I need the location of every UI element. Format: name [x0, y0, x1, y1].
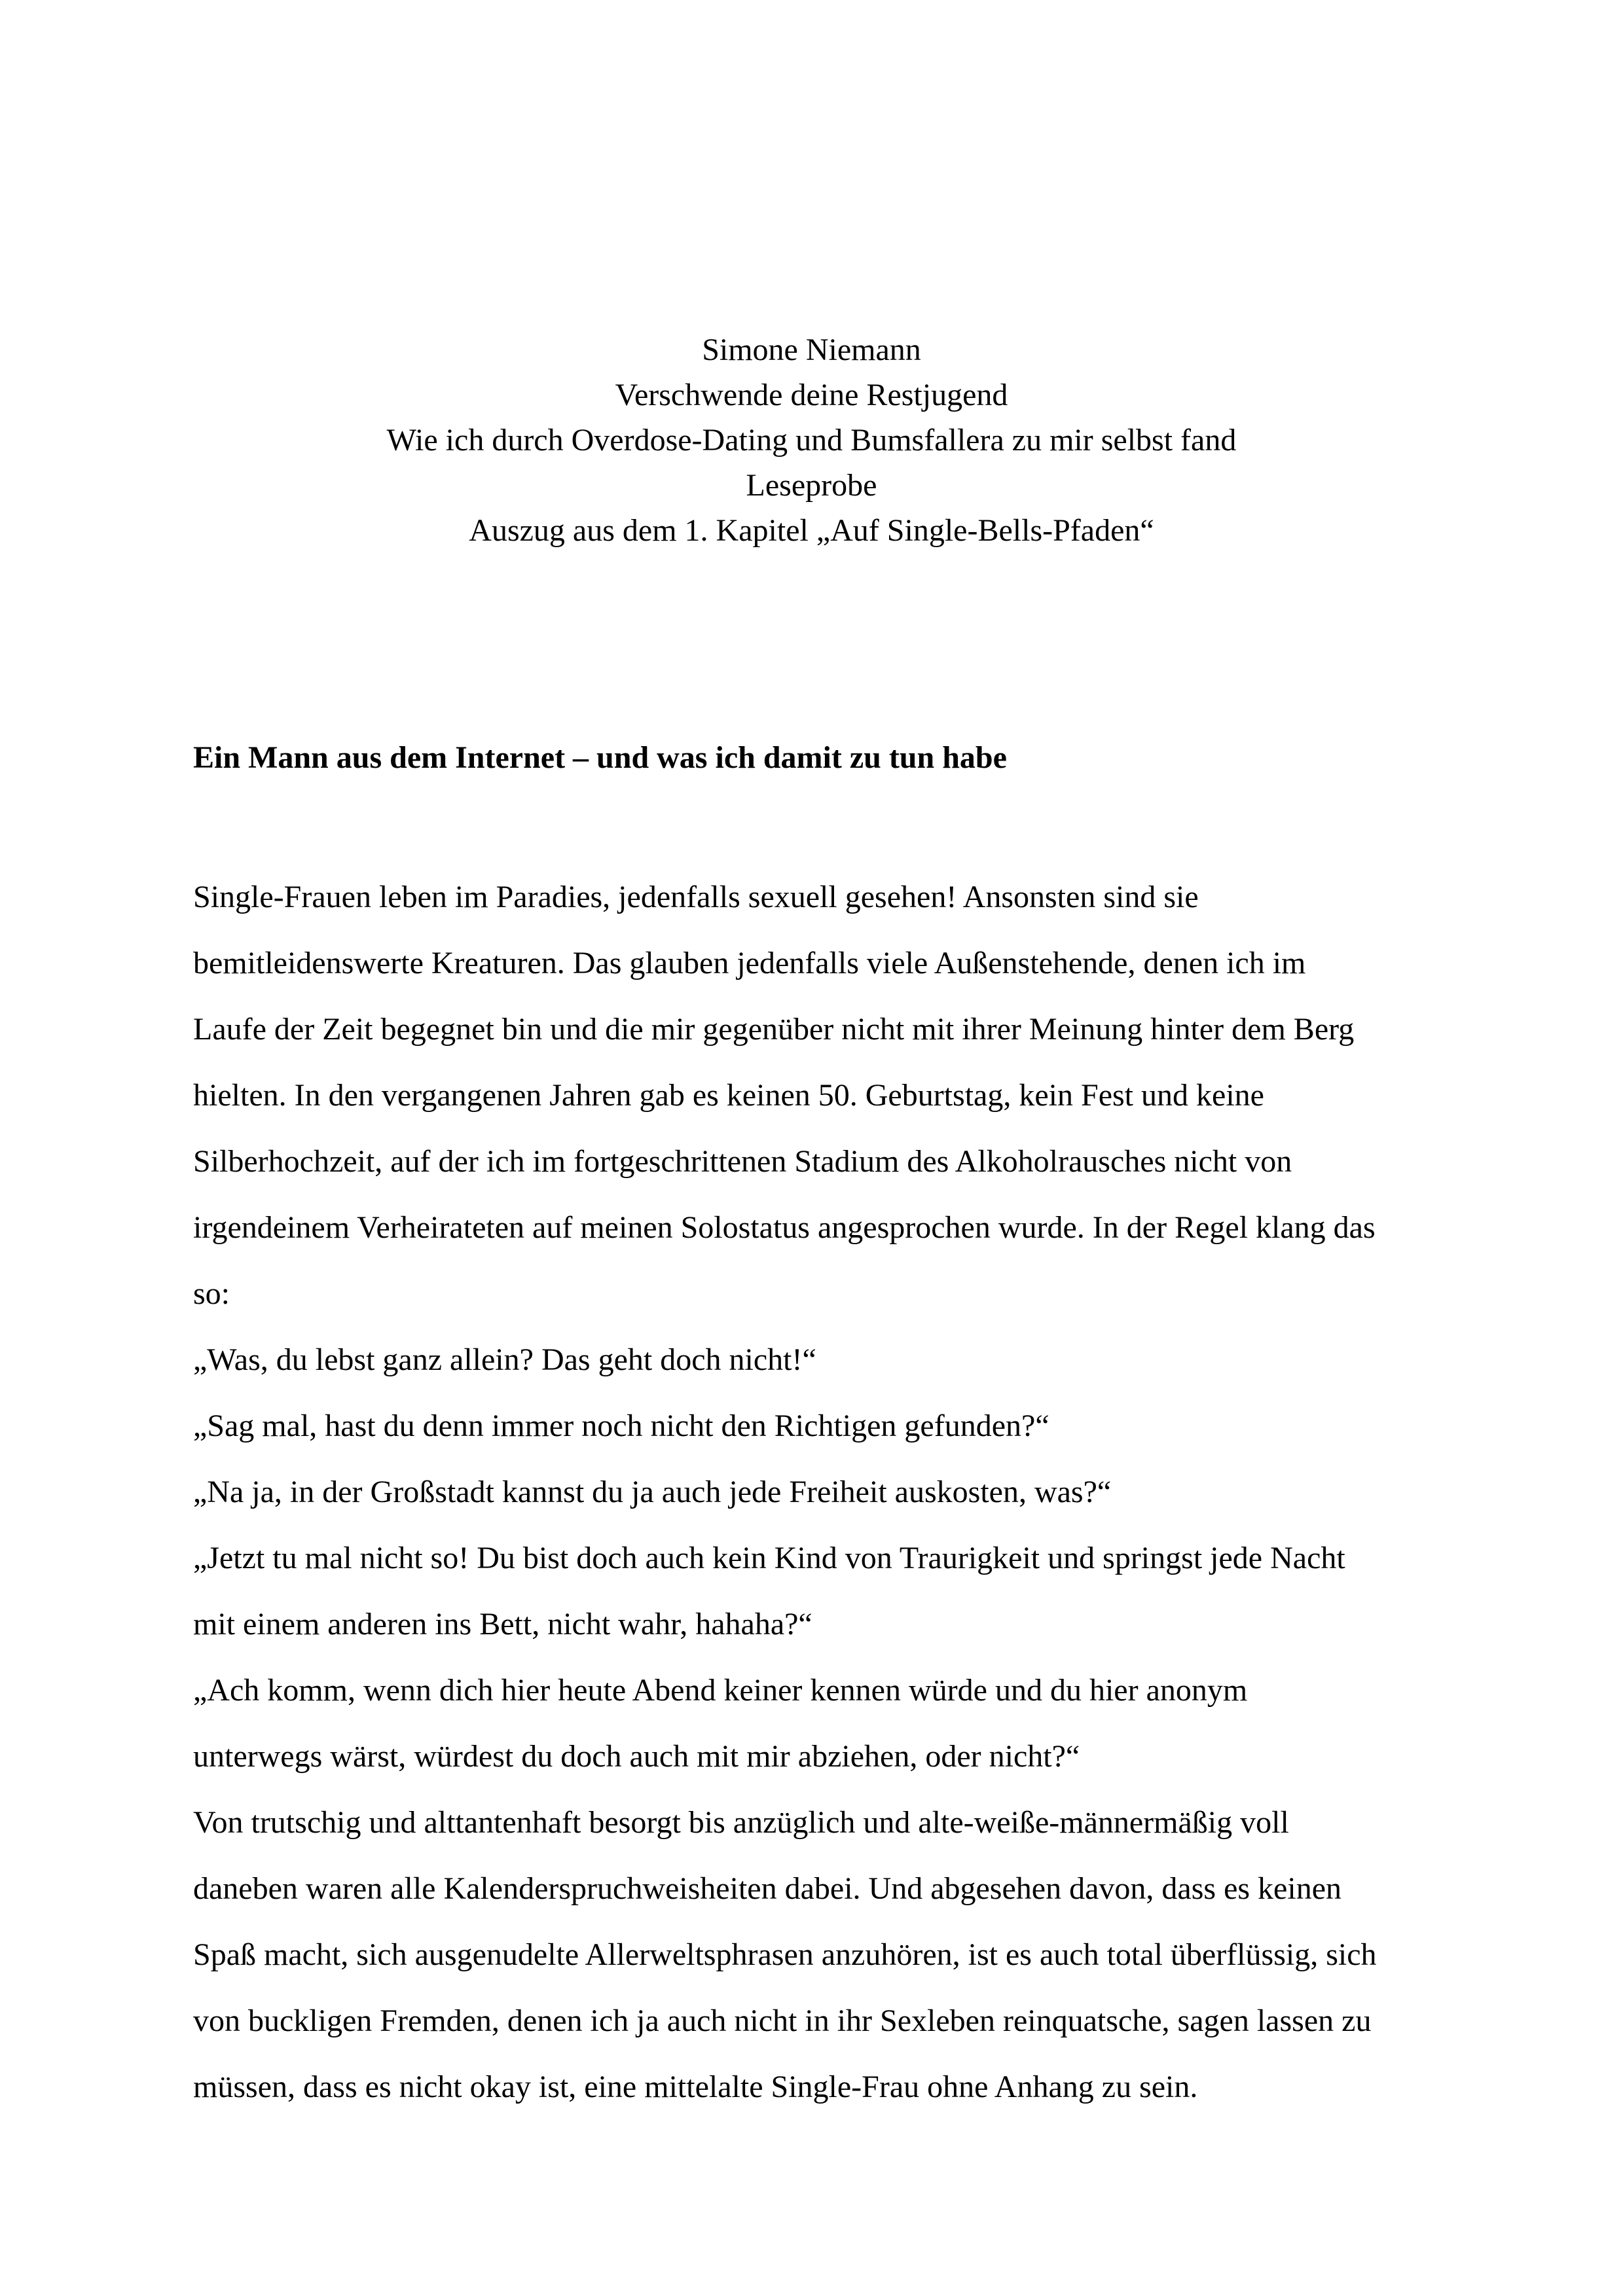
book-title: Verschwende deine Restjugend [615, 378, 1008, 412]
text-line: Laufe der Zeit begegnet bin und die mir gegenüber nicht mit ihrer Meinung hinter dem Berg [193, 1012, 1355, 1047]
text-line: mit einem anderen ins Bett, nicht wahr, hahaha?“ [193, 1607, 812, 1641]
text-line: „Na ja, in der Großstadt kannst du ja auch jede Freiheit auskosten, was?“ [193, 1475, 1112, 1509]
text-line: müssen, dass es nicht okay ist, eine mittelalte Single-Frau ohne Anhang zu sein. [193, 2070, 1198, 2104]
body-text [193, 864, 1437, 2120]
text-line: „Jetzt tu mal nicht so! Du bist doch auch kein Kind von Traurigkeit und springst jede Nacht [193, 1541, 1345, 1575]
text-line: „Ach komm, wenn dich hier heute Abend keiner kennen würde und du hier anonym [193, 1673, 1248, 1708]
text-line: Single-Frauen leben im Paradies, jedenfalls sexuell gesehen! Ansonsten sind sie [193, 880, 1199, 914]
text-line: so: [193, 1276, 230, 1311]
text-line: irgendeinem Verheirateten auf meinen Solostatus angesprochen wurde. In der Regel klang das [193, 1210, 1376, 1245]
reading-sample-label: Leseprobe [746, 468, 877, 503]
title-block [0, 327, 1623, 553]
text-line: „Was, du lebst ganz allein? Das geht doch nicht!“ [193, 1342, 816, 1377]
text-line: hielten. In den vergangenen Jahren gab es keinen 50. Geburtstag, kein Fest und keine [193, 1078, 1264, 1113]
author-name: Simone Niemann [702, 332, 921, 367]
text-line: daneben waren alle Kalenderspruchweisheiten dabei. Und abgesehen davon, dass es keinen [193, 1871, 1341, 1906]
text-line: bemitleidenswerte Kreaturen. Das glauben jedenfalls viele Außenstehende, denen ich im [193, 946, 1306, 980]
text-line: von buckligen Fremden, denen ich ja auch nicht in ihr Sexleben reinquatsche, sagen lassen zu [193, 2003, 1372, 2038]
book-subtitle: Wie ich durch Overdose-Dating und Bumsfallera zu mir selbst fand [386, 423, 1237, 457]
text-line: Spaß macht, sich ausgenudelte Allerweltsphrasen anzuhören, ist es auch total überflüssig, sich [193, 1937, 1377, 1972]
section-heading: Ein Mann aus dem Internet – und was ich damit zu tun habe [193, 740, 1007, 775]
text-line: Von trutschig und alttantenhaft besorgt bis anzüglich und alte-weiße-männermäßig voll [193, 1805, 1289, 1840]
chapter-excerpt-note: Auszug aus dem 1. Kapitel „Auf Single-Bells-Pfaden“ [469, 513, 1154, 548]
text-line: Silberhochzeit, auf der ich im fortgeschrittenen Stadium des Alkoholrausches nicht von [193, 1144, 1292, 1179]
text-line: „Sag mal, hast du denn immer noch nicht den Richtigen gefunden?“ [193, 1408, 1049, 1443]
text-line: unterwegs wärst, würdest du doch auch mit mir abziehen, oder nicht?“ [193, 1739, 1080, 1774]
